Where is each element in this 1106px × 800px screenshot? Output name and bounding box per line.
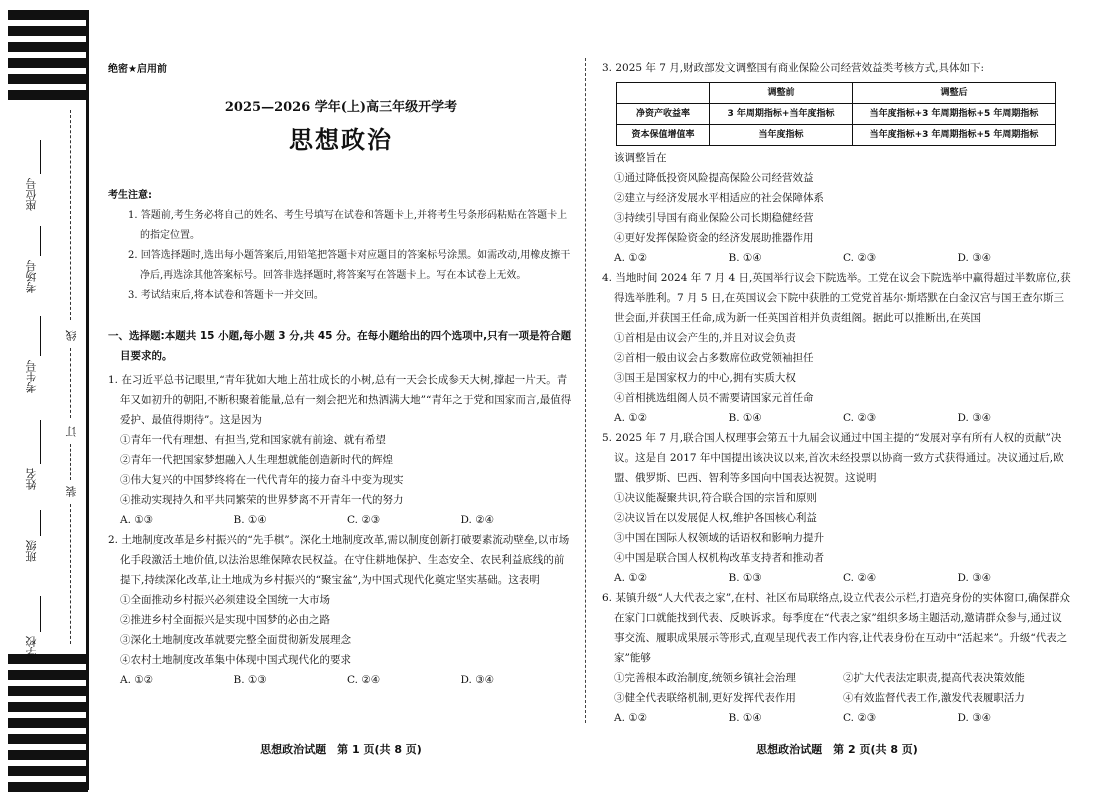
option: ③深化土地制度改革就要完整全面贯彻新发展理念	[120, 634, 351, 646]
choice-b: B. ①④	[233, 514, 267, 526]
column-divider	[585, 58, 586, 723]
table-cell: 当年度指标	[710, 125, 853, 146]
choice-b: B. ①③	[728, 572, 762, 584]
choice-b: B. ①③	[233, 674, 267, 686]
cut-mark-line: 线	[65, 330, 78, 341]
choice-a: A. ①②	[614, 572, 648, 584]
question-2	[108, 530, 574, 690]
choice-b: B. ①④	[728, 712, 762, 724]
exam-room-line	[40, 226, 41, 256]
question-stem: 1. 在习近平总书记眼里,“青年犹如大地上茁壮成长的小树,总有一天会长成参天大树,撑起一片天。青年又如初升的朝阳,不断积聚着能量,总有一刻会把光和热洒满大地”“青年之于党和国家而言,最值得爱护、最值得期待”。这是因为	[108, 374, 572, 426]
table-header-before: 调整前	[710, 83, 853, 104]
choice-a: A. ①③	[120, 514, 154, 526]
option: ④更好发挥保险资金的经济发展助推器作用	[614, 232, 814, 244]
question-6-stem: 6. 某镇升级“人大代表之家”,在村、社区布局联络点,设立代表公示栏,打造亮身份的实体窗口,确保群众在家门口就能找到代表、反映诉求。每季度在“代表之家”组织多场主题活动,邀请群众参与,通过议事交流、履职成果展示等形式,直观呈现代表工作内容,让代表身份在互动中“活起来”。升级“代表之家”能够	[602, 592, 1070, 664]
option: ③持续引导国有商业保险公司长期稳健经营	[614, 212, 814, 224]
answer-choices	[602, 568, 1072, 588]
choice-c: C. ②④	[347, 674, 381, 686]
option: ②决议旨在以发展促人权,维护各国核心利益	[614, 512, 817, 524]
candidate-number-label: 考生号	[25, 360, 38, 393]
choice-a: A. ①②	[614, 252, 648, 264]
school-label: 学校	[25, 636, 38, 658]
class-label: 班级	[25, 540, 38, 562]
option: ①青年一代有理想、有担当,党和国家就有前途、就有希望	[120, 434, 386, 446]
option-row	[602, 668, 1072, 688]
bottom-barcode-bars	[8, 654, 88, 798]
option: ③健全代表联络机制,更好发挥代表作用	[614, 692, 796, 704]
option: ③国王是国家权力的中心,拥有实质大权	[614, 372, 796, 384]
section-title: 一、选择题:本题共 15 小题,每小题 3 分,共 45 分。在每小题给出的四个选项中,只有一项是符合题目要求的。	[108, 330, 572, 362]
cut-mark-bind: 订	[65, 426, 78, 437]
choice-d: D. ②④	[460, 514, 495, 526]
choice-d: D. ③④	[460, 674, 495, 686]
choice-a: A. ①②	[120, 674, 154, 686]
page-2	[602, 0, 1072, 800]
question-1	[108, 370, 574, 530]
table-cell: 资本保值增值率	[617, 125, 710, 146]
answer-choices	[108, 510, 574, 530]
option: ④推动实现持久和平共同繁荣的世界梦离不开青年一代的努力	[120, 494, 404, 506]
exam-room-label: 考场号	[25, 260, 38, 293]
seat-number-label: 座位号	[25, 178, 38, 211]
option: ①全面推动乡村振兴必须建设全国统一大市场	[120, 594, 330, 606]
notice-block	[108, 186, 574, 306]
seat-number-line	[40, 140, 41, 174]
cut-dash-mid2	[70, 444, 71, 480]
answer-choices	[602, 248, 1072, 268]
cut-dash-top	[70, 110, 71, 320]
option: ②建立与经济发展水平相适应的社会保障体系	[614, 192, 824, 204]
option: ①首相是由议会产生的,并且对议会负责	[614, 332, 796, 344]
cut-mark-install: 装	[65, 486, 78, 497]
table-cell: 3 年周期指标+当年度指标	[710, 104, 853, 125]
question-3-stem: 3. 2025 年 7 月,财政部发文调整国有商业保险公司经营效益类考核方式,具体如下:	[602, 62, 984, 74]
page-1-footer: 思想政治试题 第 1 页(共 8 页)	[260, 743, 422, 756]
choice-d: D. ③④	[957, 712, 992, 724]
option: ④首相挑选组阁人员不需要请国家元首任命	[614, 392, 814, 404]
question-5-stem: 5. 2025 年 7 月,联合国人权理事会第五十九届会议通过中国主提的“发展对享有所有人权的贡献”决议。这是自 2017 年中国提出该决议以来,首次未经投票以协商一致方式获得通过。决议通过后,欧盟、俄罗斯、巴西、智利等多国向中国表达祝贺。这说明	[602, 432, 1064, 484]
option: ③伟大复兴的中国梦终将在一代代青年的接力奋斗中变为现实	[120, 474, 404, 486]
option: ①完善根本政治制度,统领乡镇社会治理	[614, 672, 796, 684]
cut-dash-bottom	[70, 504, 71, 644]
table-cell: 当年度指标+3 年周期指标+5 年周期指标	[853, 125, 1056, 146]
option: ①决议能凝聚共识,符合联合国的宗旨和原则	[614, 492, 817, 504]
top-barcode-bars	[8, 10, 88, 106]
exam-title: 思想政治	[289, 126, 393, 154]
notice-heading: 考生注意:	[108, 190, 152, 201]
assessment-table	[616, 82, 1056, 146]
cut-dash-mid1	[70, 348, 71, 418]
answer-choices	[602, 408, 1072, 428]
secret-label: 绝密★启用前	[108, 64, 167, 75]
choice-d: D. ③④	[957, 252, 992, 264]
page-2-footer: 思想政治试题 第 2 页(共 8 页)	[756, 743, 918, 756]
choice-c: C. ②③	[347, 514, 381, 526]
choice-d: D. ③④	[957, 412, 992, 424]
table-cell: 净资产收益率	[617, 104, 710, 125]
question-3-lead: 该调整旨在	[614, 152, 667, 164]
option: ②首相一般由议会占多数席位政党领袖担任	[614, 352, 814, 364]
choice-a: A. ①②	[614, 712, 648, 724]
choice-c: C. ②③	[843, 252, 877, 264]
binding-strip	[0, 0, 86, 800]
choice-c: C. ②④	[843, 572, 877, 584]
name-line	[40, 420, 41, 464]
choice-c: C. ②③	[843, 412, 877, 424]
option-row	[602, 688, 1072, 708]
table-cell: 当年度指标+3 年周期指标+5 年周期指标	[853, 104, 1056, 125]
option: ①通过降低投资风险提高保险公司经营效益	[614, 172, 814, 184]
table-header-after: 调整后	[853, 83, 1056, 104]
choice-a: A. ①②	[614, 412, 648, 424]
choice-b: B. ①④	[728, 252, 762, 264]
option: ②青年一代把国家梦想融入人生理想就能创造新时代的辉煌	[120, 454, 393, 466]
notice-item: 2. 回答选择题时,选出每小题答案后,用铅笔把答题卡对应题目的答案标号涂黑。如需改动,用橡皮擦干净后,再选涂其他答案标号。回答非选择题时,将答案写在答题卡上。写在本试卷上无效。	[128, 250, 571, 281]
option: ②扩大代表法定职责,提高代表决策效能	[843, 672, 1025, 684]
name-label: 姓名	[25, 468, 38, 490]
choice-c: C. ②③	[843, 712, 877, 724]
notice-item: 1. 答题前,考生务必将自己的姓名、考生号填写在试卷和答题卡上,并将考生号条形码粘贴在答题卡上的指定位置。	[128, 210, 568, 241]
answer-choices	[602, 708, 1072, 728]
binding-rail	[86, 10, 89, 790]
option: ③中国在国际人权领域的话语权和影响力提升	[614, 532, 824, 544]
choice-b: B. ①④	[728, 412, 762, 424]
option: ②推进乡村全面振兴是实现中国梦的必由之路	[120, 614, 330, 626]
exam-subtitle: 2025—2026 学年(上)高三年级开学考	[224, 100, 458, 115]
table-header-blank	[617, 83, 710, 104]
table-row	[617, 125, 1056, 146]
candidate-number-line	[40, 316, 41, 356]
option: ④农村土地制度改革集中体现中国式现代化的要求	[120, 654, 351, 666]
notice-item: 3. 考试结束后,将本试卷和答题卡一并交回。	[128, 290, 324, 301]
school-line	[40, 596, 41, 632]
option: ④中国是联合国人权机构改革支持者和推动者	[614, 552, 824, 564]
option: ④有效监督代表工作,激发代表履职活力	[843, 692, 1025, 704]
class-line	[40, 510, 41, 536]
page-1	[108, 0, 574, 800]
question-4-stem: 4. 当地时间 2024 年 7 月 4 日,英国举行议会下院选举。工党在议会下院选举中赢得超过半数席位,获得选举胜利。7 月 5 日,在英国议会下院中获胜的工党党首基尔·斯塔默在白金汉宫与国王查尔斯三世会面,并获国王任命,成为新一任英国首相并负责组阁。据此可以推断出,在英国	[602, 272, 1071, 324]
table-row	[617, 104, 1056, 125]
answer-choices	[108, 670, 574, 690]
question-stem: 2. 土地制度改革是乡村振兴的“先手棋”。深化土地制度改革,需以制度创新打破要素流动壁垒,以市场化手段激活土地价值,以法治思维保障农民权益。在守住耕地保护、生态安全、农民利益底线的前提下,持续深化改革,让土地成为乡村振兴的“聚宝盆”,为中国式现代化奠定坚实基础。这表明	[108, 534, 570, 586]
choice-d: D. ③④	[957, 572, 992, 584]
